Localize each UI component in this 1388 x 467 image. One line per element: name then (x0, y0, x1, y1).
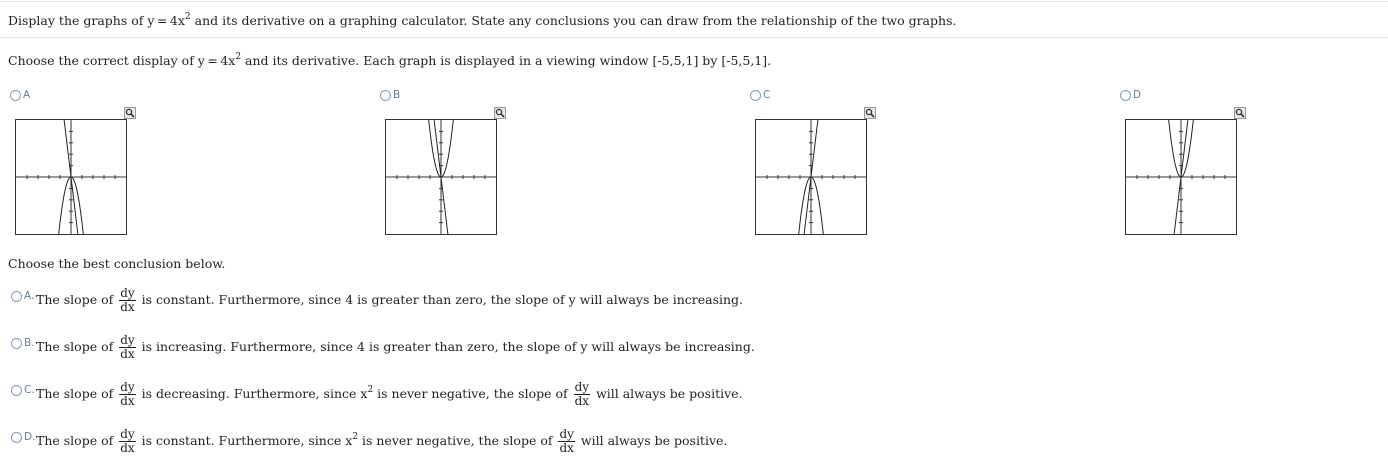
option-label: A (23, 89, 31, 101)
option-label: C (763, 89, 771, 101)
graph-a (15, 119, 127, 235)
graph-c (755, 119, 867, 235)
conclusion-text-c: The slope of $\frac{dy}{dx}$ is decreasing. Furthermore, since $x^2$ is never negative, the slope of $\frac{dy}{dx}$ will always be positive. (36, 380, 743, 408)
radio-button-b[interactable] (380, 90, 391, 101)
magnify-icon[interactable] (864, 107, 876, 119)
option-label: B (393, 89, 401, 101)
graph-d (1125, 119, 1237, 235)
magnify-icon[interactable] (1234, 107, 1246, 119)
radio-button-a[interactable] (11, 291, 22, 302)
option-label: B. (24, 337, 35, 349)
radio-button-a[interactable] (10, 90, 21, 101)
part1-prompt: Choose the correct display of $y = 4x^2$ and its derivative. Each graph is displayed in a viewing window [-5,5,1] by [-5,5,1]. (8, 52, 772, 68)
part2-prompt: Choose the best conclusion below. (8, 256, 226, 271)
radio-button-d[interactable] (11, 432, 22, 443)
magnify-icon[interactable] (494, 107, 506, 119)
graph-b (385, 119, 497, 235)
top-divider (0, 1, 1388, 2)
section-divider (0, 37, 1388, 38)
dy-dx-fraction: $\frac{dy}{dx}$ (120, 333, 135, 361)
option-label: D (1133, 89, 1142, 101)
radio-button-b[interactable] (11, 338, 22, 349)
dy-dx-fraction: $\frac{dy}{dx}$ (559, 427, 574, 455)
option-label: D. (24, 431, 36, 443)
conclusion-text-b: The slope of $\frac{dy}{dx}$ is increasing. Furthermore, since 4 is greater than zero, the slope of y will always be increasing. (36, 333, 755, 361)
radio-button-c[interactable] (11, 385, 22, 396)
option-label: A. (24, 290, 35, 302)
dy-dx-fraction: $\frac{dy}{dx}$ (120, 380, 135, 408)
radio-button-d[interactable] (1120, 90, 1131, 101)
dy-dx-fraction: $\frac{dy}{dx}$ (120, 427, 135, 455)
dy-dx-fraction: $\frac{dy}{dx}$ (120, 286, 135, 314)
question-prompt: Display the graphs of $y = 4x^2$ and its derivative on a graphing calculator. State any conclusions you can draw from the relationship of the two graphs. (8, 12, 957, 28)
conclusion-text-d: The slope of $\frac{dy}{dx}$ is constant. Furthermore, since $x^2$ is never negative, the slope of $\frac{dy}{dx}$ will always be positive. (36, 427, 728, 455)
dy-dx-fraction: $\frac{dy}{dx}$ (574, 380, 590, 408)
conclusion-text-a: The slope of $\frac{dy}{dx}$ is constant. Furthermore, since 4 is greater than zero, the slope of y will always be increasing. (36, 286, 744, 314)
magnify-icon[interactable] (124, 107, 136, 119)
option-label: C. (24, 384, 35, 396)
radio-button-c[interactable] (750, 90, 761, 101)
